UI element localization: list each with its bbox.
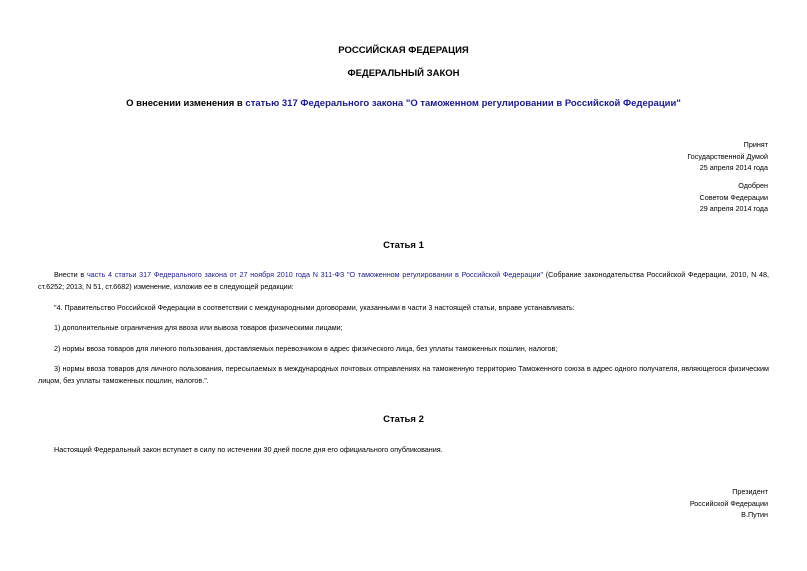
law-title-prefix: О внесении изменения в	[126, 98, 246, 109]
document-type-heading: ФЕДЕРАЛЬНЫЙ ЗАКОН	[347, 68, 460, 79]
article-1-intro-suffix: (Собрание законодательства Российской Федерации, 2010, N 48, ст.6252; 2013, N 51, ст.6682) изменение, изложив ее в следующей редакции:	[38, 270, 769, 291]
signature-country: Российской Федерации	[689, 498, 768, 508]
approved-date: 29 апреля 2014 года	[699, 204, 768, 213]
article-2-heading: Статья 2	[383, 414, 424, 425]
law-title-link[interactable]: статью 317 Федерального закона "О таможенном регулировании в Российской Федерации"	[245, 98, 681, 109]
approval-block	[700, 180, 768, 215]
adopted-date: 25 апреля 2014 года	[699, 163, 768, 172]
article-1-item-3: 3) нормы ввоза товаров для личного пользования, пересылаемых в международных почтовых отправлениях на таможенную территорию Таможенного союза в адрес одного получателя, являющегося физическим лицом, без уплаты таможенных пошлин, налогов.".	[38, 364, 769, 385]
article-2-text: Настоящий Федеральный закон вступает в силу по истечении 30 дней после дня его официального опубликования.	[54, 445, 443, 454]
adopted-by: Государственной Думой	[687, 151, 768, 161]
adoption-block	[687, 139, 768, 174]
signature-block	[690, 486, 768, 521]
signature-title: Президент	[732, 487, 768, 496]
article-1-item-1: 1) дополнительные ограничения для ввоза или вывоза товаров физическими лицами;	[54, 323, 343, 332]
article-1-heading: Статья 1	[383, 240, 424, 251]
signature-name: В.Путин	[741, 510, 768, 519]
article-1-intro-prefix: Внести в	[54, 270, 87, 279]
approved-label: Одобрен	[738, 181, 768, 190]
adopted-label: Принят	[743, 140, 768, 149]
approved-by: Советом Федерации	[699, 192, 768, 202]
country-heading: РОССИЙСКАЯ ФЕДЕРАЦИЯ	[338, 45, 469, 56]
article-1-intro	[38, 269, 769, 292]
article-1-item-2: 2) нормы ввоза товаров для личного пользования, доставляемых перевозчиком в адрес физического лица, без уплаты таможенных пошлин, налогов;	[54, 344, 558, 353]
article-1-intro-link[interactable]: часть 4 статьи 317 Федерального закона от 27 ноября 2010 года N 311-ФЗ "О таможенном регулировании в Российской Федерации"	[86, 270, 544, 279]
law-title	[0, 98, 807, 110]
article-1-quote-paragraph: "4. Правительство Российской Федерации в соответствии с международными договорами, указанными в части 3 настоящей статьи, вправе устанавливать:	[54, 303, 575, 312]
